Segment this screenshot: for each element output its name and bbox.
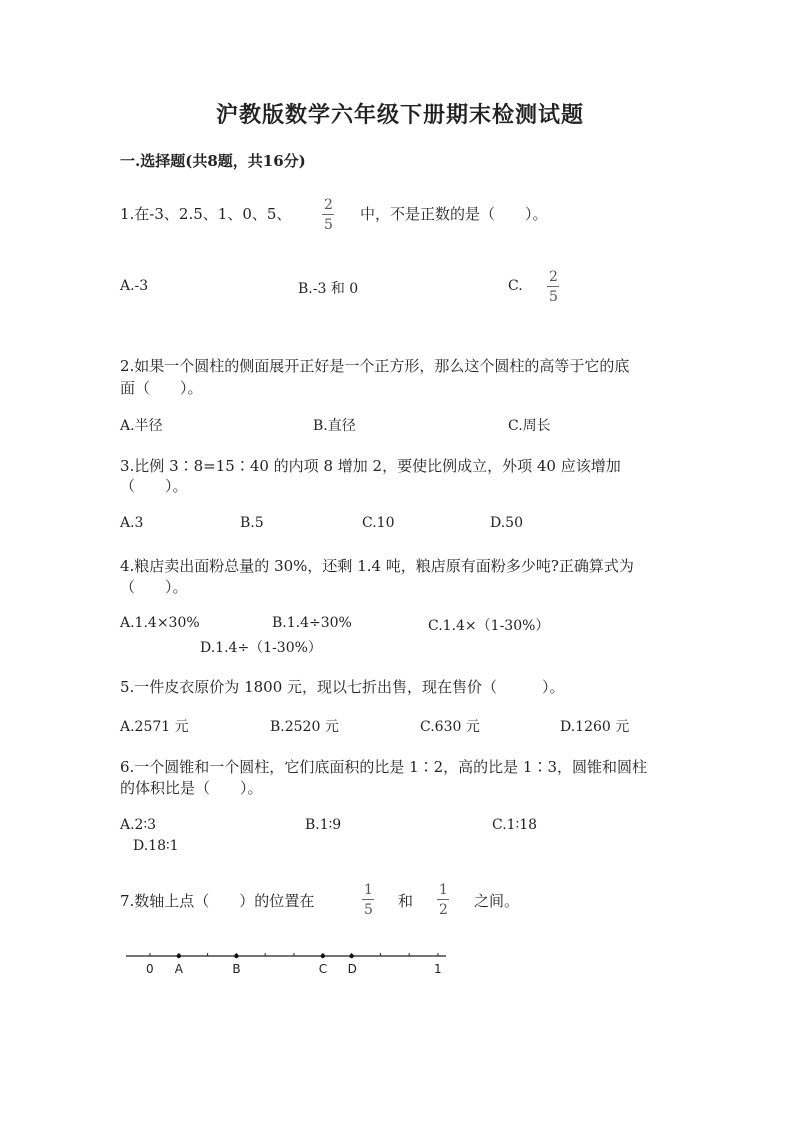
question-5-option-c[interactable]: C.630 元 <box>420 719 480 735</box>
fraction-numerator: 2 <box>324 197 333 213</box>
number-line-label: A <box>174 962 184 976</box>
question-5-option-d[interactable]: D.1260 元 <box>560 719 630 735</box>
question-5-stem: 5.一件皮衣原价为 1800 元，现以七折出售，现在售价（ ）。 <box>120 678 565 696</box>
question-6-option-b[interactable]: B.1∶9 <box>305 817 342 833</box>
number-line-point-b <box>234 954 238 958</box>
question-5-option-a[interactable]: A.2571 元 <box>120 719 189 735</box>
question-7-fraction-2 <box>437 883 450 917</box>
question-3-option-d[interactable]: D.50 <box>490 515 523 531</box>
number-line-label: C <box>318 962 328 976</box>
question-3-option-a[interactable]: A.3 <box>120 515 144 531</box>
number-line-label: 0 <box>146 962 154 976</box>
question-6-stem-line2: 的体积比是（ ）。 <box>120 779 263 797</box>
number-line-svg <box>120 944 460 994</box>
number-line-point-a <box>177 954 181 958</box>
question-6-option-d[interactable]: D.18∶1 <box>133 838 179 854</box>
question-4-option-b[interactable]: B.1.4÷30% <box>272 615 352 631</box>
question-1-stem-end: 中，不是正数的是（ ）。 <box>360 205 548 223</box>
question-6-option-c[interactable]: C.1∶18 <box>492 817 538 833</box>
number-line-label: B <box>232 962 241 976</box>
question-3-option-c[interactable]: C.10 <box>362 515 395 531</box>
question-1-stem-start: 1.在-3、2.5、1、0、5、 <box>120 205 292 223</box>
question-4-option-d[interactable]: D.1.4÷（1-30%） <box>200 640 322 656</box>
question-1-option-c[interactable]: C. <box>508 278 523 294</box>
fraction-numerator: 1 <box>364 882 373 898</box>
question-2-option-a[interactable]: A.半径 <box>120 418 163 434</box>
section-heading: 一.选择题(共8题，共16分) <box>120 152 306 170</box>
question-4-option-a[interactable]: A.1.4×30% <box>120 615 200 631</box>
fraction-denominator: 5 <box>364 902 373 918</box>
question-2-option-b[interactable]: B.直径 <box>313 418 356 434</box>
question-5-option-b[interactable]: B.2520 元 <box>270 719 339 735</box>
question-1-option-c-fraction <box>547 270 560 304</box>
question-7-stem-end: 之间。 <box>474 892 520 910</box>
number-line-label: D <box>347 962 357 976</box>
number-line-point-d <box>349 954 353 958</box>
question-2-option-c[interactable]: C.周长 <box>508 418 551 434</box>
question-4-stem-line2: （ ）。 <box>120 578 188 596</box>
question-2-stem-line1: 2.如果一个圆柱的侧面展开正好是一个正方形，那么这个圆柱的高等于它的底 <box>120 357 630 375</box>
question-6-stem-line1: 6.一个圆锥和一个圆柱，它们底面积的比是 1∶2，高的比是 1∶3，圆锥和圆柱 <box>120 758 648 776</box>
question-1-option-a[interactable]: A.-3 <box>120 278 149 294</box>
question-4-option-c[interactable]: C.1.4×（1-30%） <box>428 618 550 634</box>
question-7-stem-mid: 和 <box>398 892 414 910</box>
number-line <box>120 944 460 998</box>
fraction-numerator: 2 <box>549 269 558 285</box>
question-6-option-a[interactable]: A.2∶3 <box>120 817 157 833</box>
fraction-numerator: 1 <box>439 882 448 898</box>
question-2-stem-line2: 面（ ）。 <box>120 379 203 397</box>
fraction-denominator: 5 <box>549 289 558 305</box>
fraction-denominator: 5 <box>324 217 333 233</box>
number-line-point-c <box>321 954 325 958</box>
question-1-option-b[interactable]: B.-3 和 0 <box>298 281 359 297</box>
page-title: 沪教版数学六年级下册期末检测试题 <box>215 102 584 128</box>
question-1-fraction <box>322 198 335 232</box>
question-3-stem-line2: （ ）。 <box>120 477 188 495</box>
question-4-stem-line1: 4.粮店卖出面粉总量的 30%，还剩 1.4 吨，粮店原有面粉多少吨?正确算式为 <box>120 557 634 575</box>
question-7-fraction-1 <box>362 883 375 917</box>
question-7-stem-start: 7.数轴上点（ ）的位置在 <box>120 892 315 910</box>
fraction-denominator: 2 <box>439 902 448 918</box>
number-line-label: 1 <box>434 962 442 976</box>
question-3-stem-line1: 3.比例 3∶8=15∶40 的内项 8 增加 2，要使比例成立，外项 40 应该增加 <box>120 457 621 475</box>
question-3-option-b[interactable]: B.5 <box>240 515 264 531</box>
